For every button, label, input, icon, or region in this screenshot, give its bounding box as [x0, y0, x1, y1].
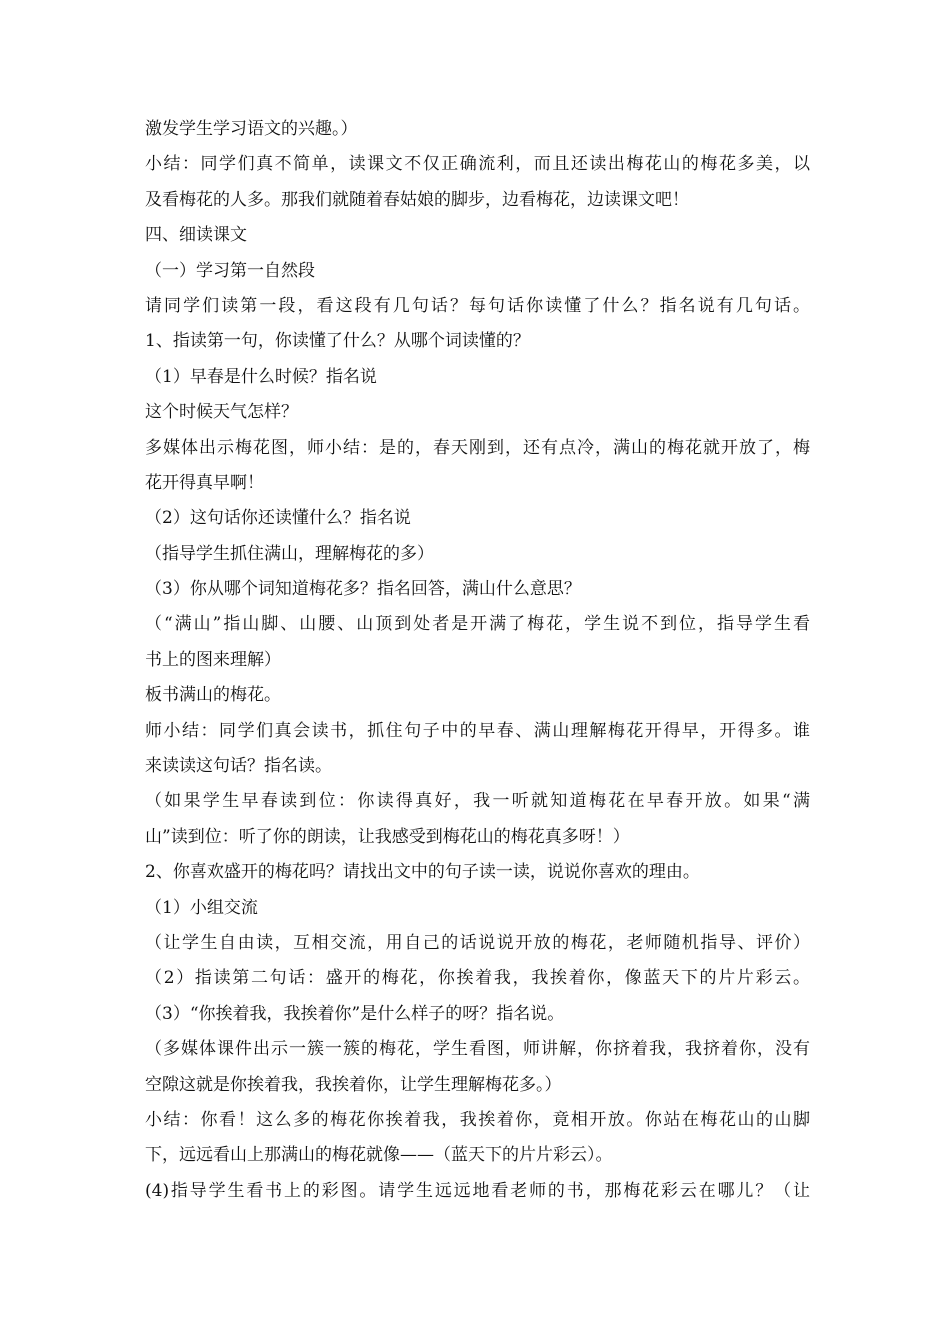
text-line: (4)指导学生看书上的彩图。请学生远远地看老师的书，那梅花彩云在哪儿？（让: [145, 1180, 810, 1201]
text-line: （3）“你挨着我，我挨着你”是什么样子的呀？指名说。: [145, 1003, 565, 1024]
text-line: 2、你喜欢盛开的梅花吗？请找出文中的句子读一读，说说你喜欢的理由。: [145, 862, 700, 883]
text-line: 山”读到位：听了你的朗读，让我感受到梅花山的梅花真多呀！）: [145, 826, 630, 847]
text-line: 来读读这句话？指名读。: [145, 756, 332, 777]
text-line: （2）指读第二句话：盛开的梅花，你挨着我，我挨着你，像蓝天下的片片彩云。: [145, 968, 810, 989]
text-line: （“满山”指山脚、山腰、山顶到处者是开满了梅花，学生说不到位，指导学生看: [145, 614, 810, 635]
document-body: [145, 112, 810, 1209]
text-line: （1）小组交流: [145, 897, 258, 918]
text-line: 请同学们读第一段，看这段有几句话？每句话你读懂了什么？指名说有几句话。: [145, 295, 810, 316]
text-line: 板书满山的梅花。: [145, 685, 281, 706]
text-line: （多媒体课件出示一簇一簇的梅花，学生看图，师讲解，你挤着我，我挤着你，没有: [145, 1039, 810, 1060]
text-line: 小结：你看！这么多的梅花你挨着我，我挨着你，竟相开放。你站在梅花山的山脚: [145, 1109, 810, 1130]
text-line: 空隙这就是你挨着我，我挨着你，让学生理解梅花多。）: [145, 1074, 562, 1095]
text-line: （指导学生抓住满山，理解梅花的多）: [145, 543, 434, 564]
text-line: 多媒体出示梅花图，师小结：是的，春天刚到，还有点冷，满山的梅花就开放了，梅: [145, 437, 810, 458]
text-line: （1）早春是什么时候？指名说: [145, 366, 377, 387]
text-line: 花开得真早啊！: [145, 472, 264, 493]
subsection-heading: （一）学习第一自然段: [145, 260, 315, 281]
text-line: （如果学生早春读到位：你读得真好，我一听就知道梅花在早春开放。如果“满: [145, 791, 810, 812]
text-line: 师小结：同学们真会读书，抓住句子中的早春、满山理解梅花开得早，开得多。谁: [145, 720, 810, 741]
text-line: （3）你从哪个词知道梅花多？指名回答，满山什么意思？: [145, 579, 581, 600]
section-heading: 四、细读课文: [145, 225, 247, 246]
text-line: 及看梅花的人多。那我们就随着春姑娘的脚步，边看梅花，边读课文吧！: [145, 189, 689, 210]
text-line: 小结：同学们真不简单，读课文不仅正确流利，而且还读出梅花山的梅花多美，以: [145, 154, 810, 175]
text-line: 这个时候天气怎样？: [145, 402, 298, 423]
text-line: （2）这句话你还读懂什么？指名说: [145, 508, 411, 529]
text-line: （让学生自由读，互相交流，用自己的话说说开放的梅花，老师随机指导、评价）: [145, 932, 810, 953]
text-line: 书上的图来理解）: [145, 649, 281, 670]
text-line: 下，远远看山上那满山的梅花就像——（蓝天下的片片彩云）。: [145, 1145, 613, 1166]
text-line: 激发学生学习语文的兴趣。）: [145, 119, 358, 139]
text-line: 1、指读第一句，你读懂了什么？从哪个词读懂的？: [145, 331, 530, 352]
